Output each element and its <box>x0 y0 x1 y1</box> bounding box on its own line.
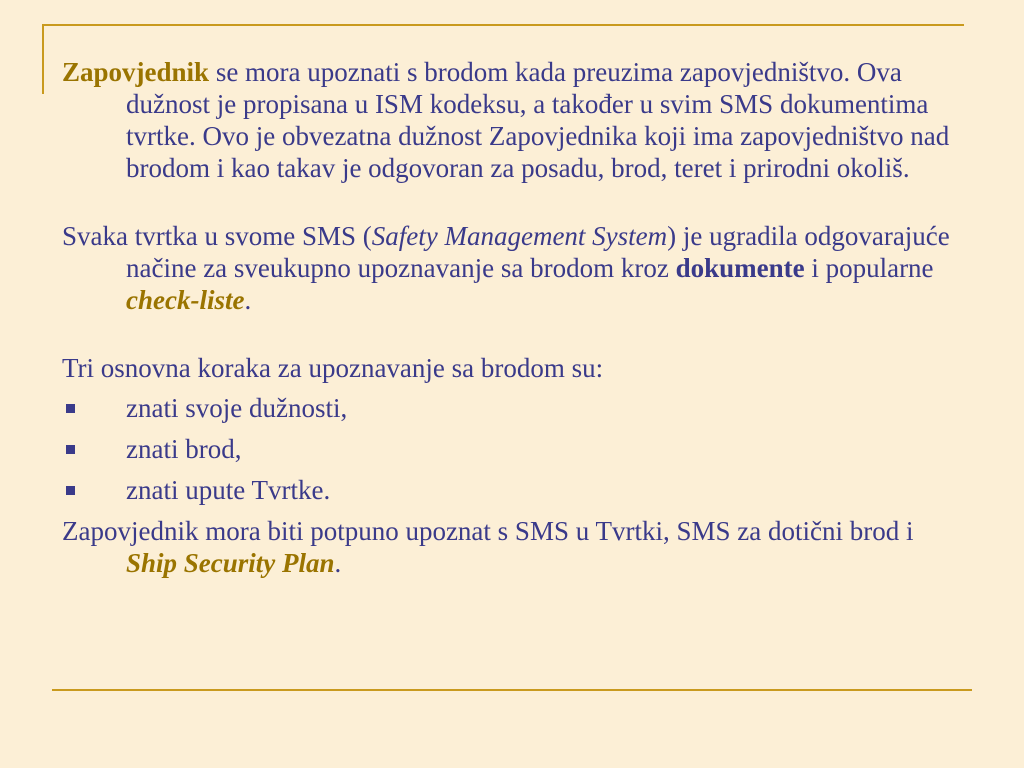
paragraph-steps-intro: Tri osnovna koraka za upoznavanje sa brodom su: <box>62 353 604 383</box>
bullet-item <box>62 474 962 515</box>
paragraph-1-text: se mora upoznati s brodom kada preuzima zapovjedništvo. Ova dužnost je propisana u ISM kodeksu, a također u svim SMS dokumentima tvrtke. Ovo je obvezatna dužnost Zapovjednika koji ima zapovjedništvo nad brodom i kao takav je odgovoran za posadu, brod, teret i prirodni okoliš. <box>126 57 950 183</box>
term-check-liste: check-liste <box>126 285 245 315</box>
bullet-text: znati upute Tvrtke. <box>126 475 331 505</box>
square-bullet-icon <box>66 404 75 413</box>
term-zapovjednik: Zapovjednik <box>62 57 210 87</box>
paragraph-sms <box>62 220 962 316</box>
term-dokumente: dokumente <box>675 253 805 283</box>
paragraph-4-text-b: . <box>334 548 342 578</box>
bullet-text: znati brod, <box>126 434 242 464</box>
paragraph-2-text-d: . <box>244 285 252 315</box>
paragraph-4-text-a: Zapovjednik mora biti potpuno upoznat s SMS u Tvrtki, SMS za dotični brod i <box>62 516 914 546</box>
bullet-item <box>62 392 962 433</box>
bullet-text: znati svoje dužnosti, <box>126 393 348 423</box>
bullet-item <box>62 433 962 474</box>
square-bullet-icon <box>66 486 75 495</box>
paragraph-sms-knowledge <box>62 515 962 579</box>
paragraph-2-text-c: i popularne <box>804 253 934 283</box>
paragraph-2-text-a: Svaka tvrtka u svome SMS ( <box>62 221 372 251</box>
left-border-line <box>42 24 44 94</box>
top-border-line <box>42 24 964 26</box>
bottom-border-line <box>52 689 972 691</box>
term-ship-security-plan: Ship Security Plan <box>126 548 335 578</box>
square-bullet-icon <box>66 445 75 454</box>
paragraph-captain-duty <box>62 56 962 184</box>
paragraph-2-text-b: ) je ugradila odgovarajuće načine za sveukupno upoznavanje sa brodom kroz <box>126 221 950 283</box>
slide-content <box>62 56 962 579</box>
sms-full-name: Safety Management System <box>371 221 668 251</box>
